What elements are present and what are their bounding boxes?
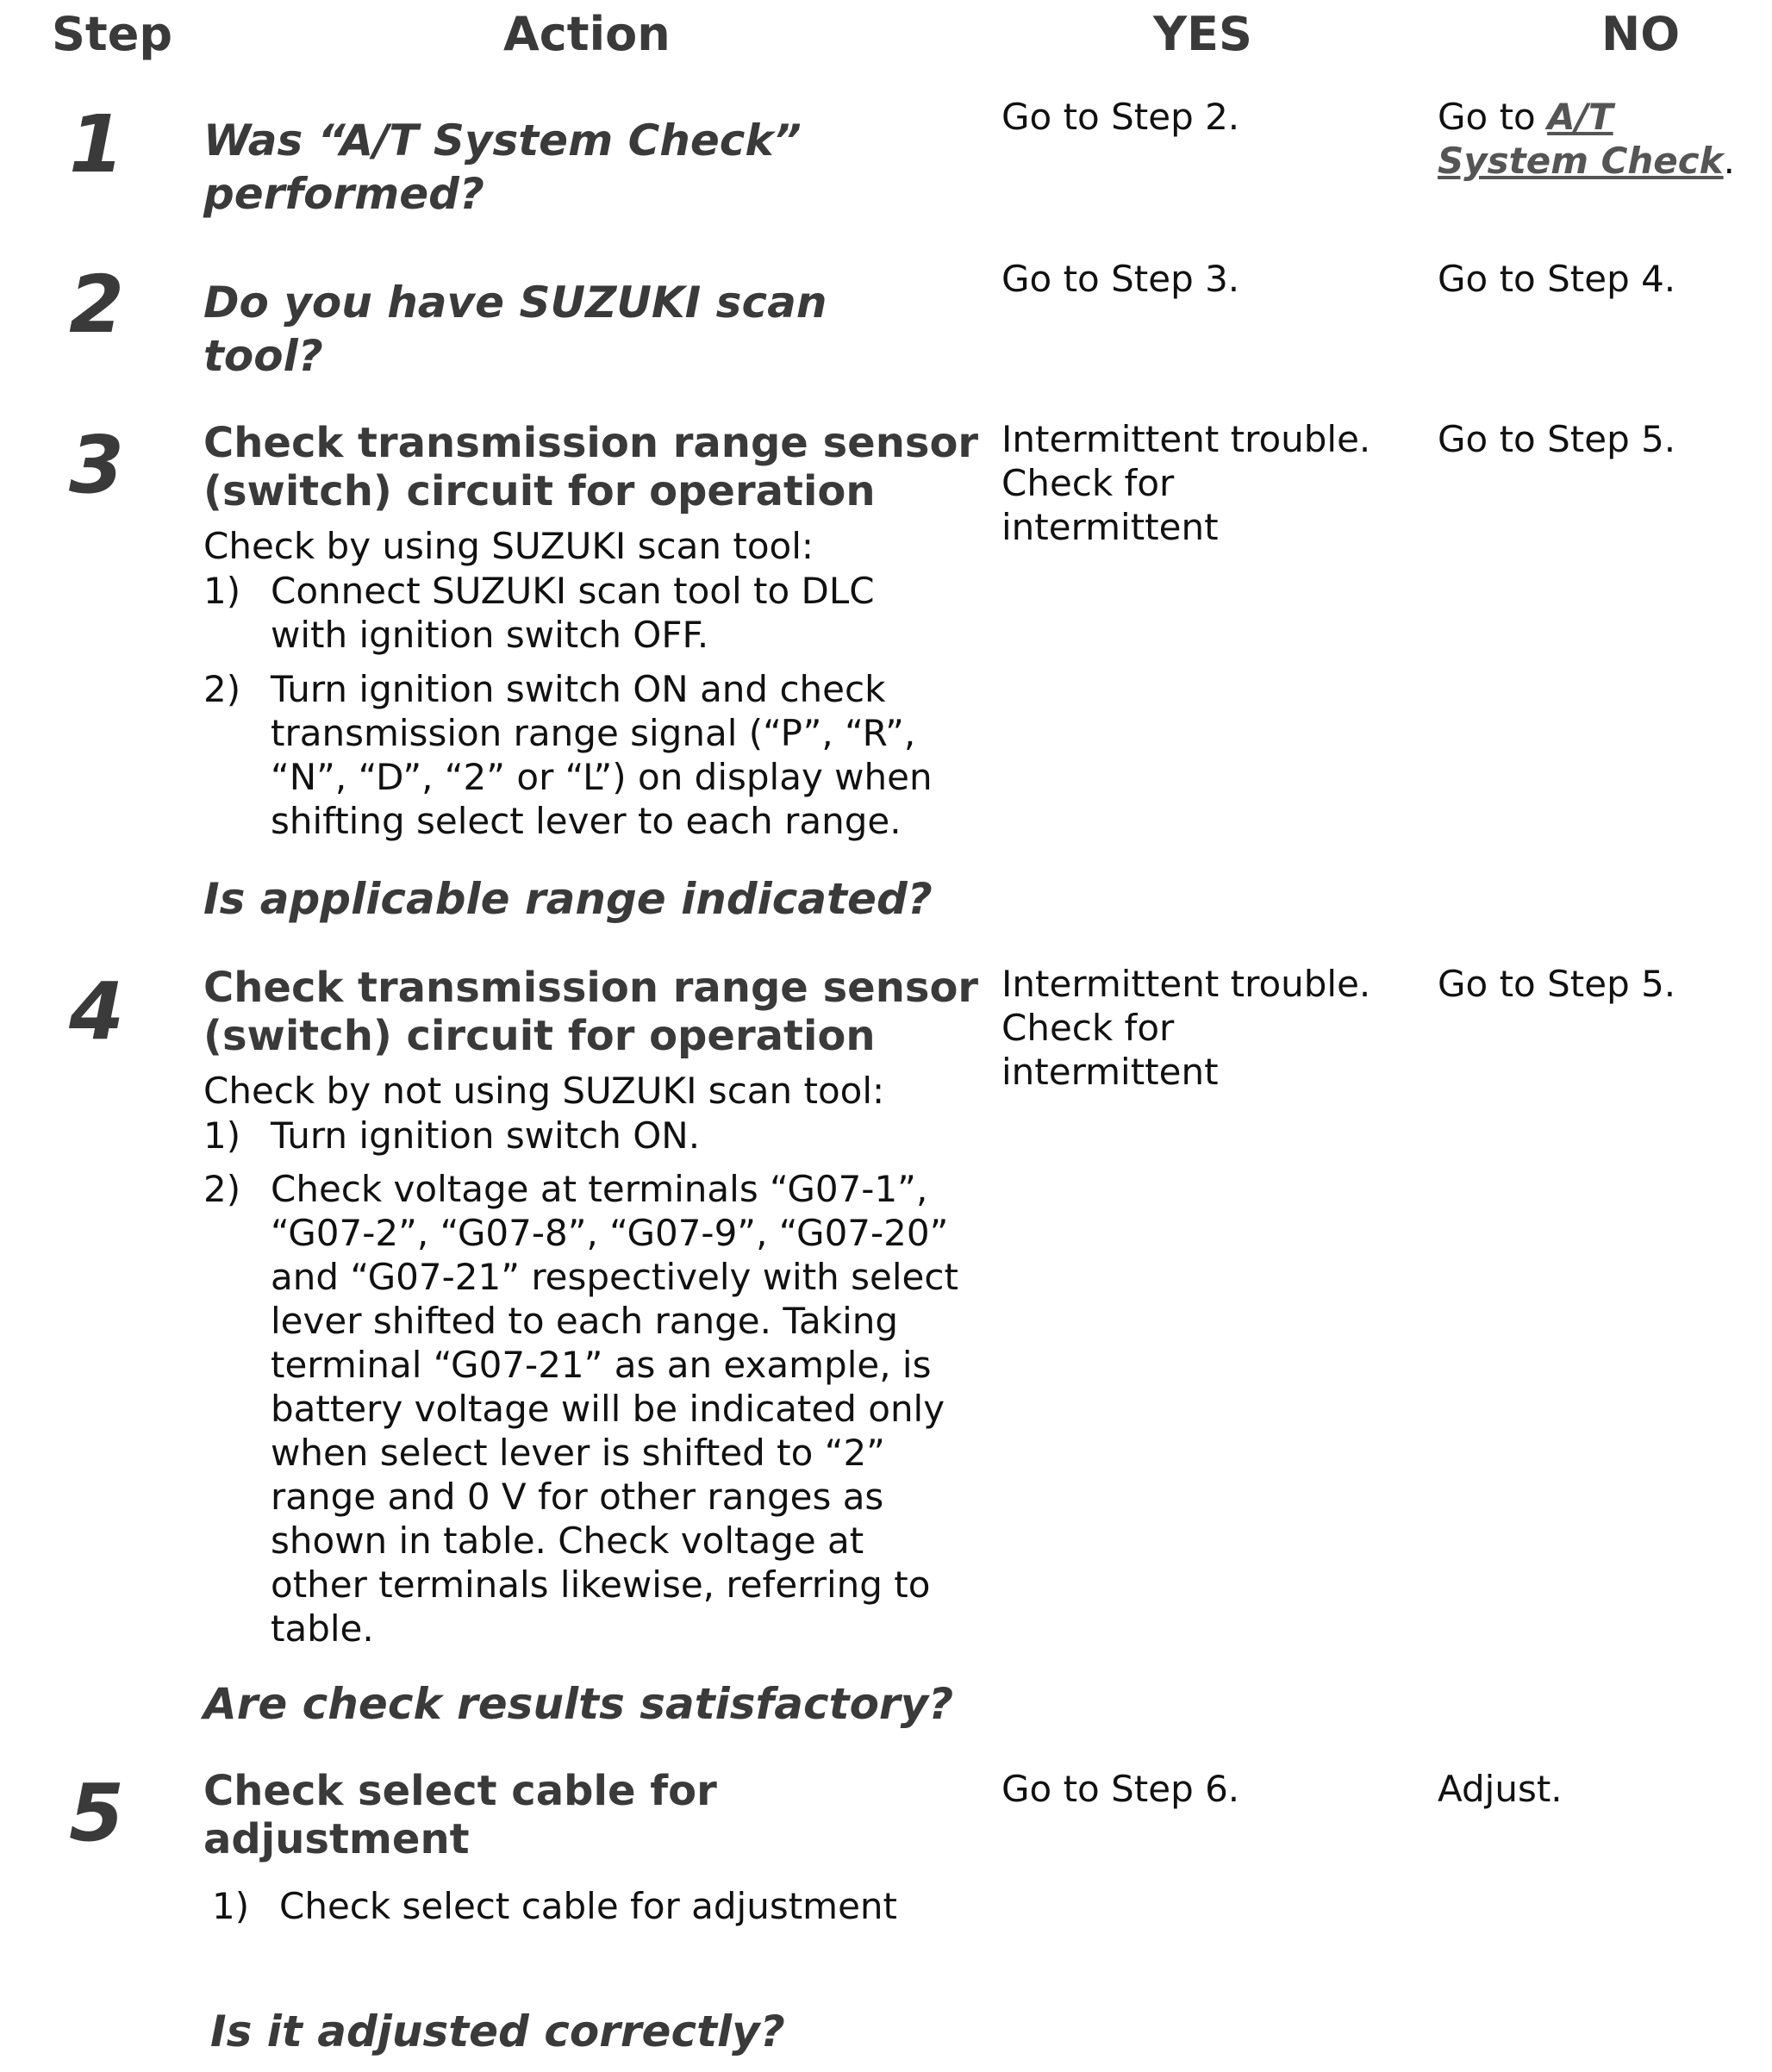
step-2-number: 2 <box>69 259 125 351</box>
step-4-title: Check transmission range sensor (switch) circuit for operation <box>203 964 979 1060</box>
step-5-question: Is it adjusted correctly? <box>210 2006 785 2056</box>
step-1-no <box>1438 95 1765 183</box>
step-2-question: Do you have SUZUKI scan tool? <box>203 278 827 381</box>
step-3-intro: Check by using SUZUKI scan tool: <box>203 525 814 567</box>
item-number: 2) <box>203 1168 241 1210</box>
item-number: 1) <box>212 1885 250 1927</box>
step-1-number: 1 <box>69 98 125 190</box>
step-2-no: Go to Step 4. <box>1438 258 1676 300</box>
step-1-yes: Go to Step 2. <box>1001 96 1240 138</box>
step-1-no-suffix: . <box>1723 140 1735 182</box>
header-step: Step <box>52 7 172 61</box>
step-4-number: 4 <box>69 965 125 1058</box>
step-4-no: Go to Step 5. <box>1438 963 1676 1005</box>
at-system-check-link[interactable]: A/T System Check <box>1438 96 1724 182</box>
step-4-yes: Intermittent trouble. Check for intermittent <box>1001 963 1371 1093</box>
step-3-yes: Intermittent trouble. Check for intermittent <box>1001 418 1371 548</box>
header-action: Action <box>503 7 671 61</box>
step-1-question: Was “A/T System Check” performed? <box>203 115 802 219</box>
item-text: Connect SUZUKI scan tool to DLC with ignition switch OFF. <box>271 570 875 656</box>
step-2-yes: Go to Step 3. <box>1001 258 1240 300</box>
step-4-intro: Check by not using SUZUKI scan tool: <box>203 1070 885 1112</box>
item-number: 2) <box>203 668 241 710</box>
step-3-no: Go to Step 5. <box>1438 418 1676 460</box>
item-text: Check select cable for adjustment <box>279 1885 898 1927</box>
step-5-number: 5 <box>69 1767 125 1859</box>
item-text: Turn ignition switch ON and check transmission range signal (“P”, “R”, “N”, “D”, “2” or “L”) on display when shifting select lever to each range. <box>271 668 933 842</box>
step-5-yes: Go to Step 6. <box>1001 1768 1240 1810</box>
step-3-number: 3 <box>69 419 125 511</box>
step-5-no: Adjust. <box>1438 1768 1563 1810</box>
item-number: 1) <box>203 1114 241 1157</box>
step-4-question: Are check results satisfactory? <box>203 1679 954 1729</box>
step-5-title: Check select cable for adjustment <box>203 1767 717 1863</box>
header-no: NO <box>1601 7 1681 61</box>
item-text: Check voltage at terminals “G07-1”, “G07-2”, “G07-8”, “G07-9”, “G07-20” and “G07-21” respectively with select lever shifted to each range. Taking terminal “G07-21” as an example, is battery voltage will be indicated only when select lever is shifted to “2” range and 0 V for other ranges as shown in table. Check voltage at other terminals likewise, referring to table. <box>271 1168 958 1650</box>
step-3-title: Check transmission range sensor (switch) circuit for operation <box>203 419 979 515</box>
step-1-no-prefix: Go to <box>1438 96 1548 138</box>
item-text: Turn ignition switch ON. <box>271 1114 701 1157</box>
item-number: 1) <box>203 570 241 612</box>
header-yes: YES <box>1153 7 1252 61</box>
step-3-question: Is applicable range indicated? <box>203 874 933 924</box>
